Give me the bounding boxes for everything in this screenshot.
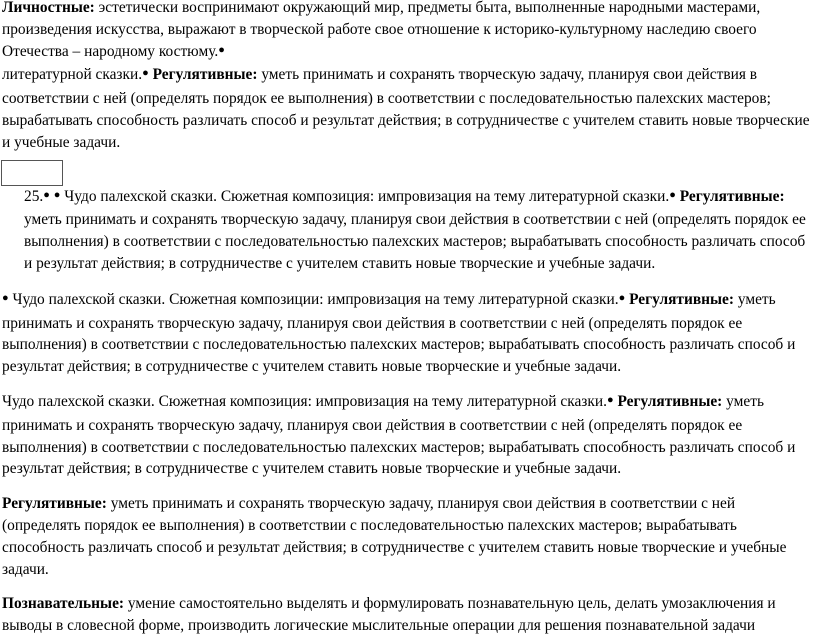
label-regulatory: Регулятивные: <box>613 392 723 410</box>
label-regulatory: Регулятивные: <box>675 187 785 205</box>
bullet-icon: ● <box>2 291 9 304</box>
paragraph-cognitive <box>0 593 812 637</box>
text-regulatory: уметь принимать и сохранять творческую задачу, планируя свои действия в соответствии с ней (определять порядок ее выполнения) в соответствии с последовательностью палехских мастеров; вырабатывать способность различать способ и результат действия; в сотрудничестве с учителем ставить новые творческие и учебные задачи. <box>2 495 787 578</box>
bullet-icon: ● <box>669 188 676 201</box>
item-number: 25. <box>24 187 44 205</box>
bullet-icon: ● <box>618 291 626 304</box>
paragraph-regulatory-4 <box>0 493 812 580</box>
paragraph-item-25 <box>0 186 812 275</box>
lead-palekh-tale: Чудо палехской сказки. Сюжетная композиции: импровизация на тему литературной сказки. <box>8 290 619 308</box>
lead-palekh-tale: Чудо палехской сказки. Сюжетная композиция: импровизация на тему литературной сказки. <box>60 187 670 205</box>
text-personal: эстетически воспринимают окружающий мир, предметы быта, выполненные народными мастерами, произведения искусства, выражают в творческой работе свое отношение к историко-культурному наследию своего Отечества – народному костюму. <box>2 0 761 60</box>
label-regulatory: Регулятивные: <box>2 495 107 513</box>
paragraph-regulatory-2 <box>0 289 812 378</box>
paragraph-regulatory-3 <box>0 391 812 480</box>
paragraph-regulatory-1 <box>0 64 812 153</box>
bullet-icon: ● <box>142 67 149 80</box>
label-personal: Личностные: <box>2 0 95 16</box>
label-regulatory: Регулятивные: <box>625 290 734 308</box>
empty-frame-box <box>1 160 63 186</box>
text-regulatory: уметь принимать и сохранять творческую задачу, планируя свои действия в соответствии с ней (определять порядок ее выполнения) в соответствии с последовательностью палехских мастеров; вырабатывать способность различать способ и результат действия; в сотрудничестве с учителем ставить новые творческие и учебные задачи. <box>2 66 810 151</box>
text-cognitive: умение самостоятельно выделять и формулировать познавательную цель, делать умозаключения и выводы в словесной форме, производить логические мыслительные операции для решения познавательной задачи <box>2 595 776 635</box>
paragraph-personal <box>0 0 812 64</box>
bullet-icon: ● <box>43 188 50 201</box>
label-cognitive: Познавательные: <box>2 595 125 613</box>
text-regulatory: уметь принимать и сохранять творческую задачу, планируя свои действия в соответствии с ней (определять порядок ее выполнения) в соответствии с последовательностью палехских мастеров; вырабатывать способность различать способ и результат действия; в сотрудничестве с учителем ставить новые творческие и учебные задачи. <box>24 211 806 272</box>
label-regulatory: Регулятивные: <box>148 66 258 84</box>
text-regulatory: уметь принимать и сохранять творческую задачу, планируя свои действия в соответствии с ней (определять порядок ее выполнения) в соответствии с последовательностью палехских мастеров; вырабатывать способность различать способ и результат действия; в сотрудничестве с учителем ставить новые творческие и учебные задачи. <box>2 290 796 376</box>
lead-literary-tale: литературной сказки. <box>2 66 143 84</box>
text-regulatory: уметь принимать и сохранять творческую задачу, планируя свои действия в соответствии с ней (определять порядок ее выполнения) в соответствии с последовательностью палехских мастеров; вырабатывать способность различать способ и результат действия; в сотрудничестве с учителем ставить новые творческие и учебные задачи. <box>2 392 796 478</box>
bullet-icon: ● <box>218 43 225 56</box>
lead-palekh-tale: Чудо палехской сказки. Сюжетная композиция: импровизация на тему литературной сказки. <box>2 392 607 410</box>
bullet-icon: ● <box>53 188 61 201</box>
bullet-icon: ● <box>606 393 614 406</box>
